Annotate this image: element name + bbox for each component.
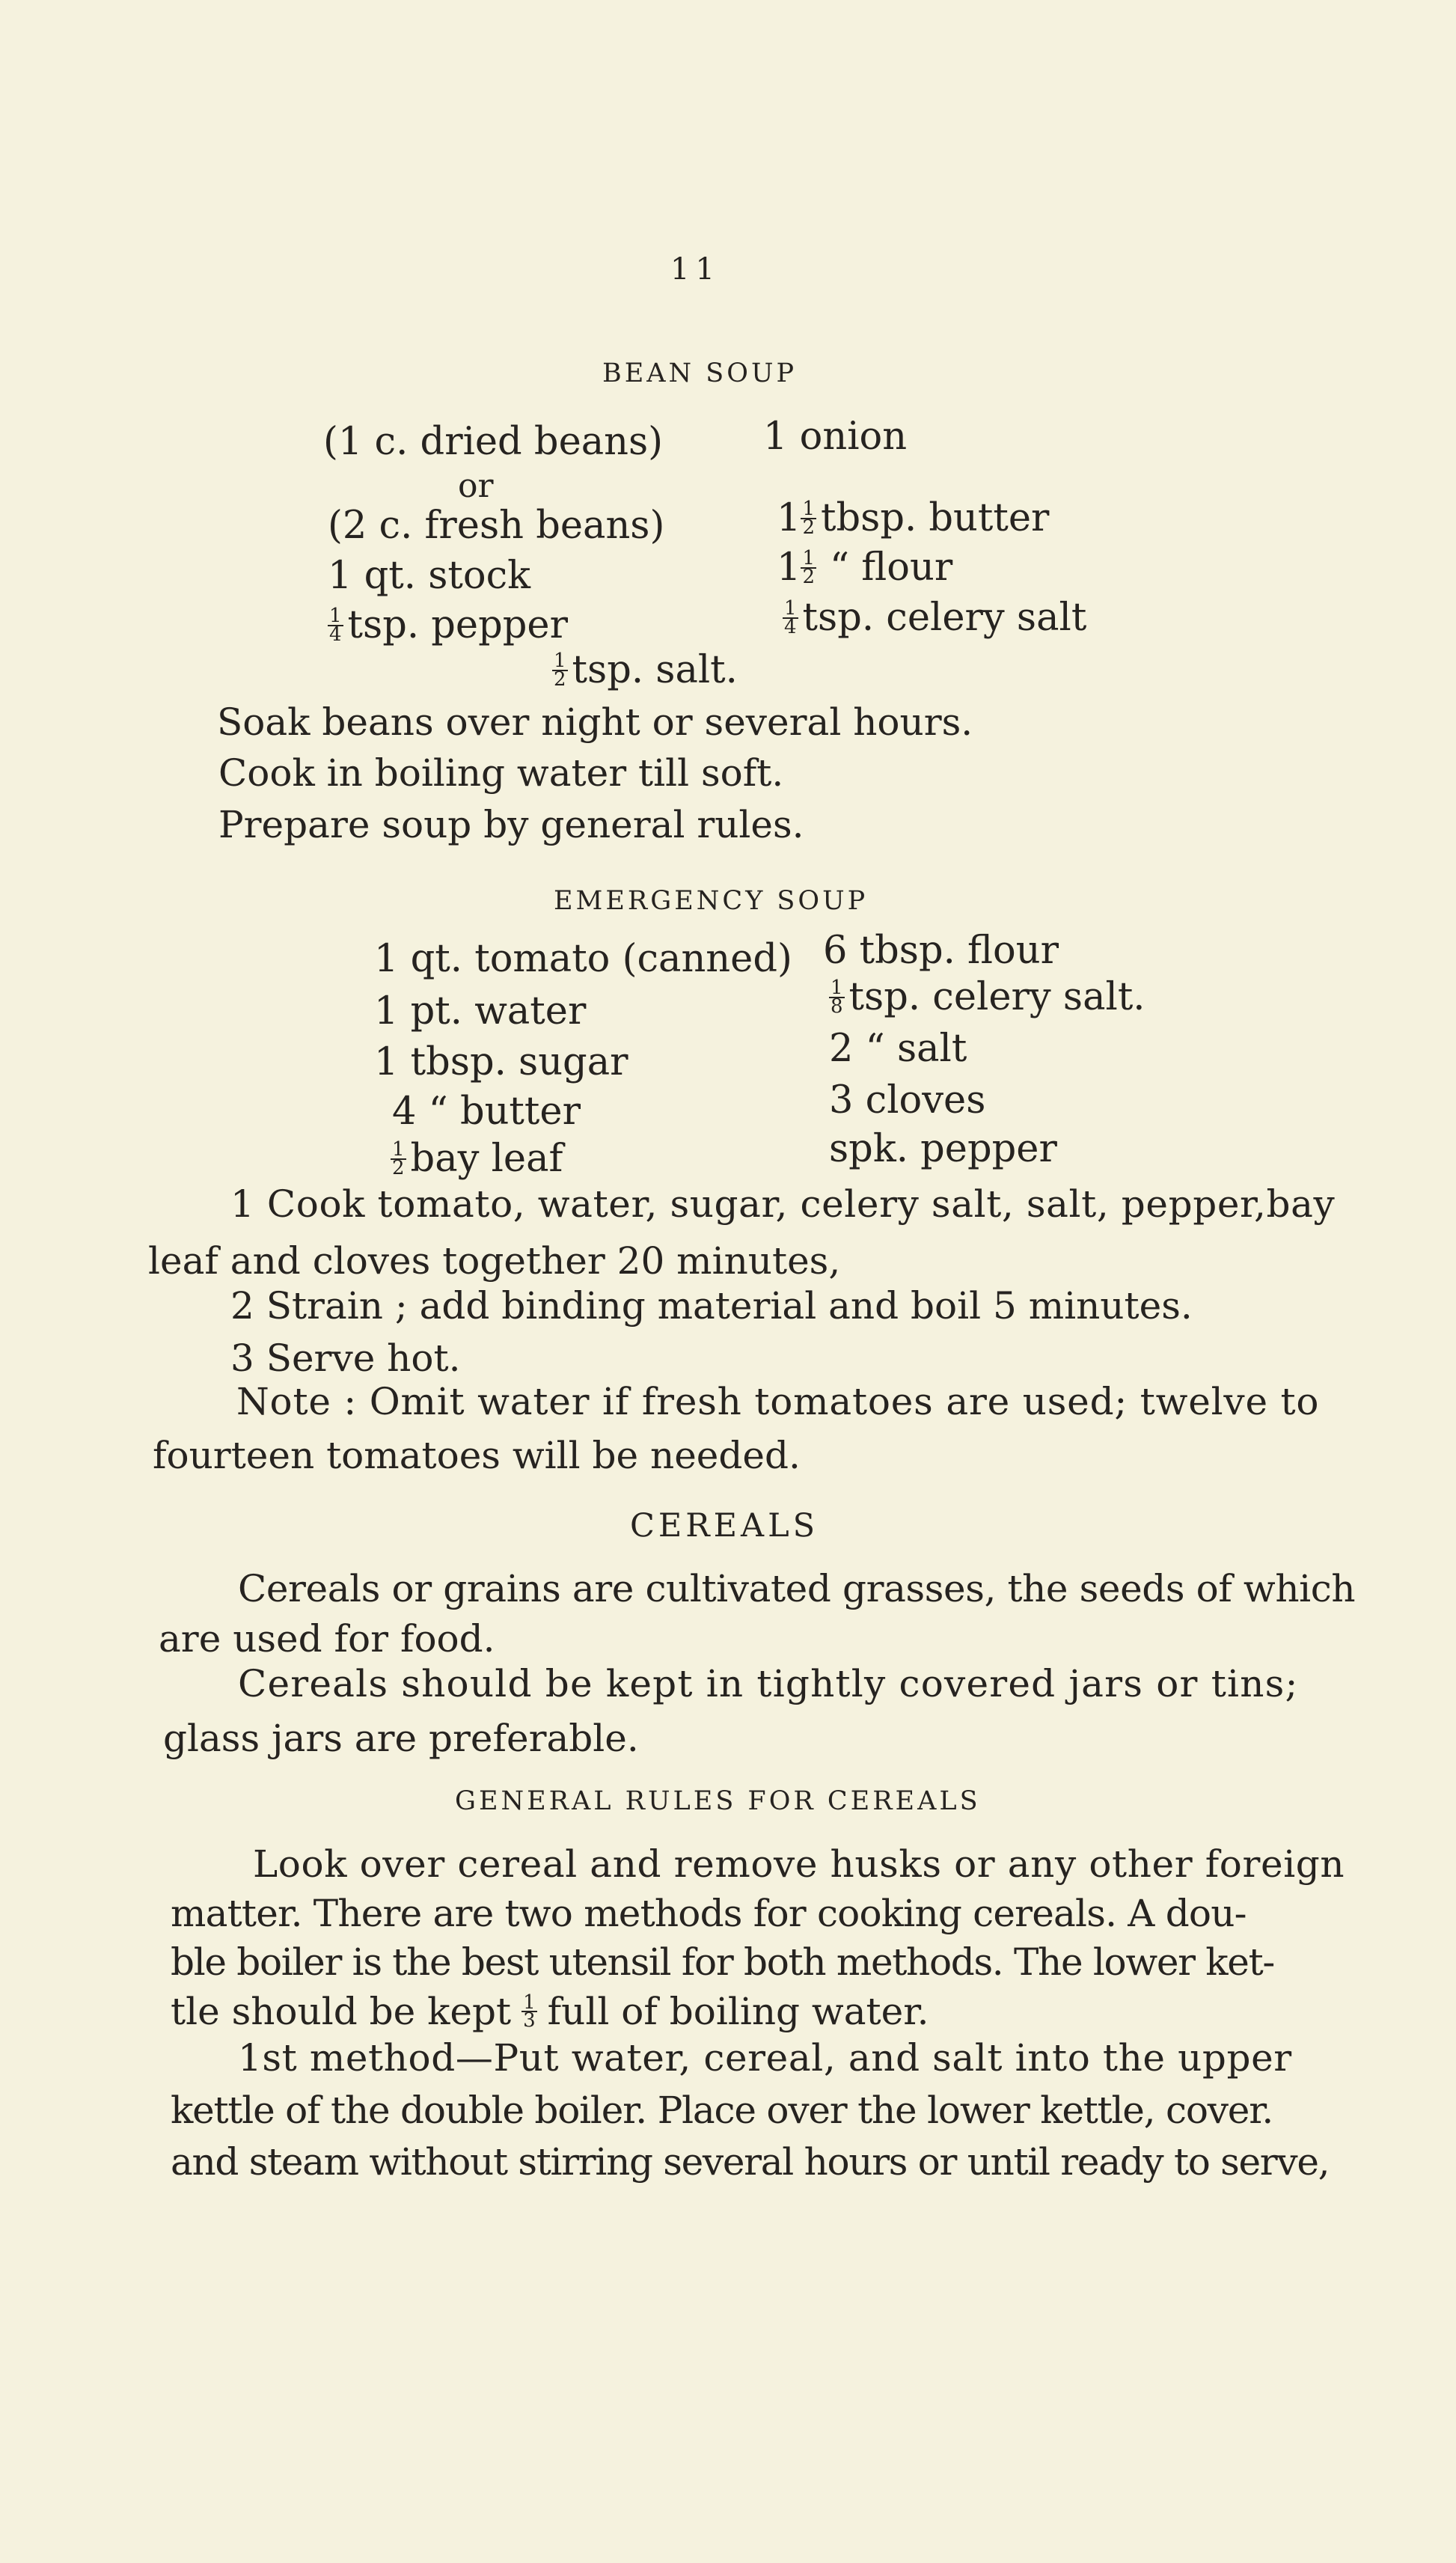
bean-ingredient: 1 $\frac{1}{2}$ tbsp. butter xyxy=(777,496,1050,540)
rules-line: matter. There are two methods for cooking cereals. A dou- xyxy=(171,1892,1247,1935)
emergency-soup-title: EMERGENCY SOUP xyxy=(554,886,869,916)
emergency-ingredient: 4 “ butter xyxy=(392,1090,581,1134)
fraction: $\frac{1}{2}$ xyxy=(392,1138,405,1179)
fraction: $\frac{1}{2}$ xyxy=(802,547,815,588)
emergency-note: Note : Omit water if fresh tomatoes are used; twelve to xyxy=(236,1380,1320,1423)
cereals-title: CEREALS xyxy=(630,1507,819,1545)
emergency-step: 3 Serve hot. xyxy=(230,1337,461,1380)
fraction: $\frac{1}{2}$ xyxy=(802,498,815,539)
emergency-step: 2 Strain ; add binding material and boil 5 minutes. xyxy=(230,1284,1193,1328)
fraction: $\frac{1}{3}$ xyxy=(523,1991,536,2032)
cereals-line: are used for food. xyxy=(159,1617,495,1661)
page-number: 11 xyxy=(670,252,721,287)
bean-ingredient: 1 $\frac{1}{2}$ “ flour xyxy=(777,546,953,590)
emergency-ingredient: 1 qt. tomato (canned) xyxy=(374,937,792,981)
emergency-ingredient: $\frac{1}{8}$ tsp. celery salt. xyxy=(831,975,1145,1019)
bean-ingredient: 1 onion xyxy=(763,415,908,459)
fraction: $\frac{1}{4}$ xyxy=(784,597,797,638)
bean-direction: Soak beans over night or several hours. xyxy=(217,700,973,744)
emergency-ingredient: $\frac{1}{2}$ bay leaf xyxy=(392,1137,563,1181)
emergency-ingredient: 6 tbsp. flour xyxy=(823,929,1059,973)
emergency-ingredient: 3 cloves xyxy=(829,1078,986,1122)
emergency-ingredient: 1 pt. water xyxy=(374,989,587,1033)
rules-line: Look over cereal and remove husks or any other foreign xyxy=(253,1842,1345,1886)
fraction: $\frac{1}{4}$ xyxy=(329,605,342,646)
bean-direction: Prepare soup by general rules. xyxy=(218,803,804,846)
emergency-step: leaf and cloves together 20 minutes, xyxy=(148,1239,841,1283)
general-rules-title: GENERAL RULES FOR CEREALS xyxy=(455,1786,981,1816)
rules-line: tle should be kept $\frac{1}{3}$ full of boiling water. xyxy=(171,1990,929,2033)
bean-ingredient: (2 c. fresh beans) xyxy=(328,504,665,548)
rules-line: kettle of the double boiler. Place over the lower kettle, cover. xyxy=(171,2089,1273,2132)
rules-line: and steam without stirring several hours or until ready to serve, xyxy=(171,2140,1330,2184)
emergency-ingredient: spk. pepper xyxy=(829,1127,1057,1171)
bean-soup-title: BEAN SOUP xyxy=(602,358,798,388)
emergency-ingredient: 1 tbsp. sugar xyxy=(374,1040,628,1084)
rules-line: 1st method—Put water, cereal, and salt into the upper xyxy=(238,2036,1292,2080)
bean-ingredient: $\frac{1}{4}$ tsp. pepper xyxy=(329,603,568,647)
cereals-line: glass jars are preferable. xyxy=(163,1717,639,1760)
bean-ingredient-or: or xyxy=(458,467,494,505)
cereals-line: Cereals should be kept in tightly covered jars or tins; xyxy=(238,1662,1299,1705)
emergency-ingredient: 2 “ salt xyxy=(829,1027,967,1071)
bean-ingredient: (1 c. dried beans) xyxy=(323,420,664,464)
emergency-note: fourteen tomatoes will be needed. xyxy=(153,1434,801,1477)
bean-ingredient: 1 qt. stock xyxy=(328,554,531,598)
bean-ingredient-salt: $\frac{1}{2}$ tsp. salt. xyxy=(554,648,738,692)
rules-line: ble boiler is the best utensil for both methods. The lower ket- xyxy=(171,1940,1274,1984)
fraction: $\frac{1}{8}$ xyxy=(831,977,843,1018)
cereals-line: Cereals or grains are cultivated grasses, the seeds of which xyxy=(238,1567,1356,1610)
bean-direction: Cook in boiling water till soft. xyxy=(218,751,784,795)
emergency-step: 1 Cook tomato, water, sugar, celery salt, salt, pepper,bay xyxy=(230,1182,1336,1226)
bean-ingredient: $\frac{1}{4}$ tsp. celery salt xyxy=(784,596,1087,640)
fraction: $\frac{1}{2}$ xyxy=(554,650,566,691)
